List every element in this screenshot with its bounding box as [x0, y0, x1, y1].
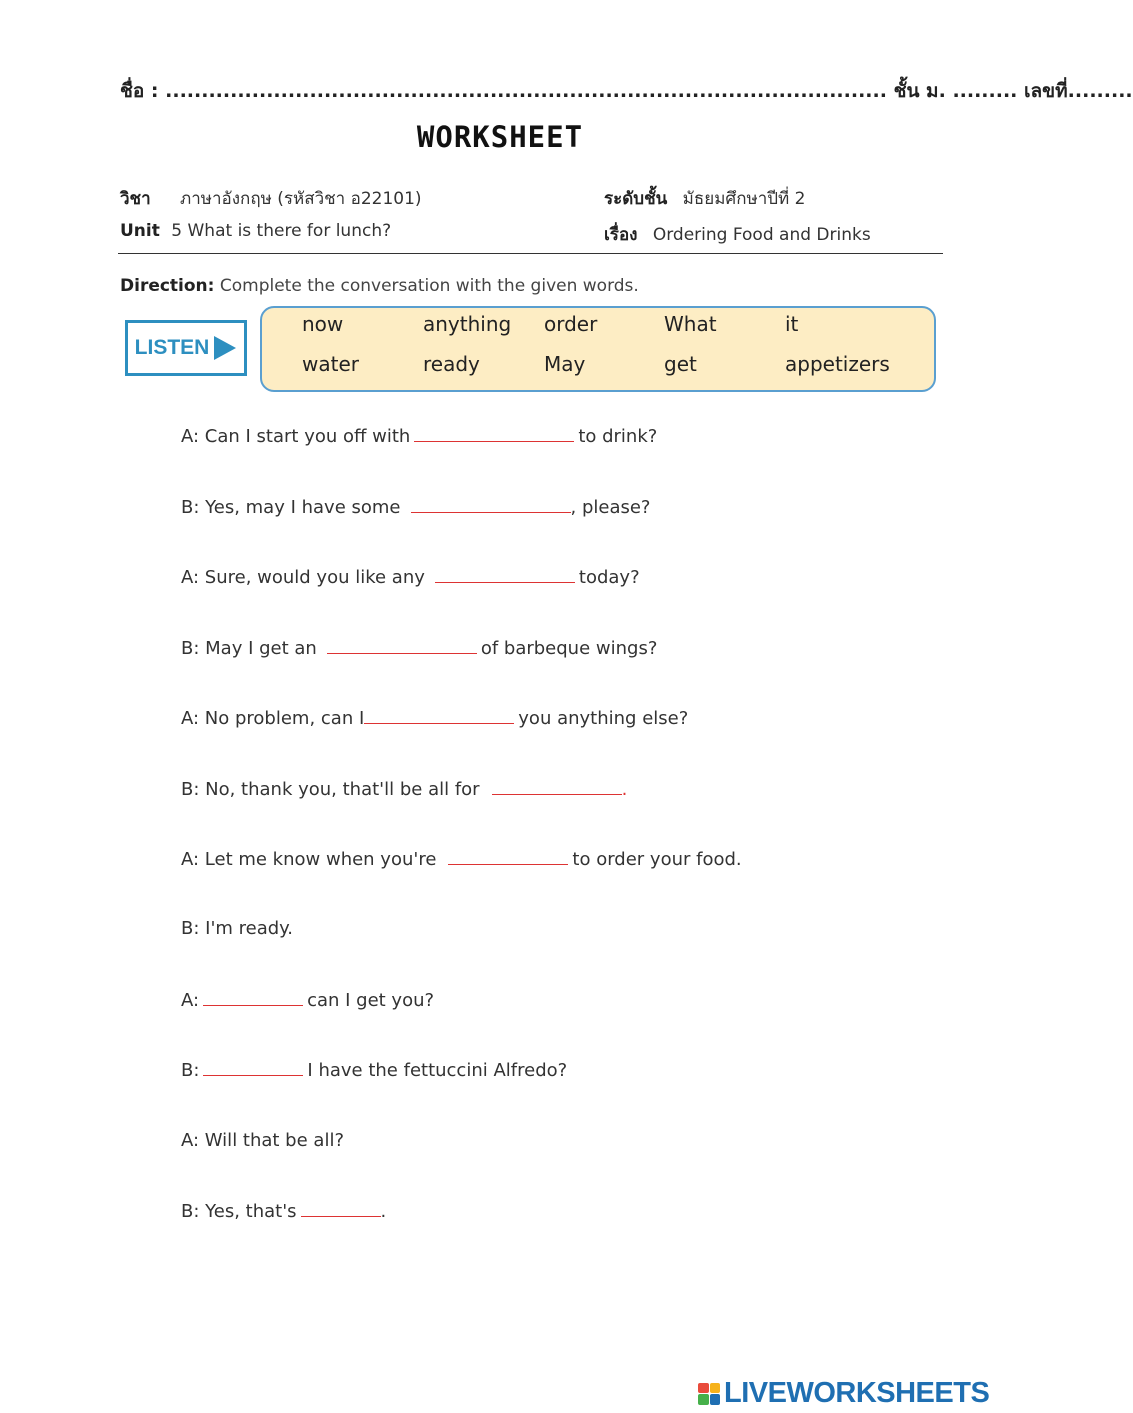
line-text: B: May I get an [181, 638, 317, 659]
word-bank-item: ready [423, 352, 480, 376]
conversation-line [181, 778, 627, 800]
line-text: B: Yes, may I have some [181, 497, 401, 518]
conversation-line [181, 707, 688, 729]
line-text: today? [578, 567, 640, 588]
word-bank-item: appetizers [785, 352, 890, 376]
header-divider [118, 253, 943, 254]
word-bank-item: now [302, 312, 344, 336]
line-text: of barbeque wings? [480, 638, 658, 659]
subject-row [120, 185, 422, 212]
grade-dots[interactable]: ......... [952, 80, 1018, 102]
conversation-line [181, 1200, 386, 1222]
word-bank-item: water [302, 352, 359, 376]
unit-label: Unit [120, 221, 160, 241]
word-bank [260, 306, 936, 392]
level-row [604, 185, 805, 212]
line-text: . [621, 779, 628, 800]
topic-row [604, 221, 871, 248]
line-text: to drink? [578, 426, 658, 447]
line-text: , please? [570, 497, 651, 518]
direction-text: Complete the conversation with the given words. [219, 276, 639, 296]
answer-blank[interactable] [411, 496, 571, 513]
grade-label: ชั้น ม. [893, 80, 946, 102]
line-text: to order your food. [572, 849, 742, 870]
word-bank-item: get [664, 352, 697, 376]
logo-icon [698, 1383, 720, 1405]
topic-label: เรื่อง [604, 225, 638, 245]
name-label: ชื่อ : [120, 80, 159, 102]
unit-value: 5 What is there for lunch? [171, 221, 392, 241]
word-bank-item: anything [423, 312, 512, 336]
name-dots[interactable]: .................................................................................................... [165, 80, 887, 102]
subject-value: ภาษาอังกฤษ (รหัสวิชา อ22101) [180, 189, 422, 209]
line-text: B: I'm ready. [181, 918, 293, 939]
word-bank-item: order [544, 312, 598, 336]
line-text: A: Can I start you off with [181, 426, 411, 447]
line-text: A: Will that be all? [181, 1130, 344, 1151]
direction-label: Direction: [120, 276, 215, 296]
conversation-line [181, 496, 650, 518]
conversation-line [181, 848, 742, 870]
answer-blank[interactable] [203, 1059, 303, 1076]
conversation-line [181, 637, 657, 659]
conversation-line [181, 918, 293, 939]
line-text: you anything else? [518, 708, 689, 729]
answer-blank[interactable] [301, 1200, 381, 1217]
word-bank-item: May [544, 352, 586, 376]
play-icon [213, 335, 237, 361]
line-text: . [380, 1201, 387, 1222]
level-value: มัธยมศึกษาปีที่ 2 [682, 189, 806, 209]
line-text: A: Let me know when you're [181, 849, 437, 870]
listen-button[interactable] [125, 320, 247, 376]
conversation-line [181, 989, 434, 1011]
direction [120, 276, 639, 296]
line-text: B: Yes, that's [181, 1201, 297, 1222]
answer-blank[interactable] [492, 778, 622, 795]
conversation-line [181, 1130, 344, 1151]
answer-blank[interactable] [364, 707, 514, 724]
line-text: A: No problem, can I [181, 708, 365, 729]
line-text: A: Sure, would you like any [181, 567, 425, 588]
answer-blank[interactable] [448, 848, 568, 865]
page-title: WORKSHEET [416, 120, 584, 154]
line-text: I have the fettuccini Alfredo? [307, 1060, 568, 1081]
line-text: A: [181, 990, 200, 1011]
conversation-line [181, 425, 657, 447]
listen-label: LISTEN [134, 336, 210, 359]
answer-blank[interactable] [414, 425, 574, 442]
number-label[interactable]: เลขที่......... [1024, 80, 1133, 102]
topic-value: Ordering Food and Drinks [652, 225, 871, 245]
answer-blank[interactable] [435, 566, 575, 583]
name-line [120, 76, 1133, 106]
line-text: B: [181, 1060, 200, 1081]
logo-text: LIVEWORKSHEETS [724, 1377, 990, 1409]
line-text: can I get you? [307, 990, 435, 1011]
word-bank-item: What [664, 312, 717, 336]
answer-blank[interactable] [203, 989, 303, 1006]
line-text: B: No, thank you, that'll be all for [181, 779, 480, 800]
unit-row [120, 221, 391, 241]
word-bank-item: it [785, 312, 799, 336]
answer-blank[interactable] [327, 637, 477, 654]
conversation-line [181, 1059, 567, 1081]
liveworksheets-logo[interactable] [698, 1377, 989, 1410]
conversation-line [181, 566, 640, 588]
subject-label: วิชา [120, 189, 151, 209]
level-label: ระดับชั้น [604, 189, 668, 209]
